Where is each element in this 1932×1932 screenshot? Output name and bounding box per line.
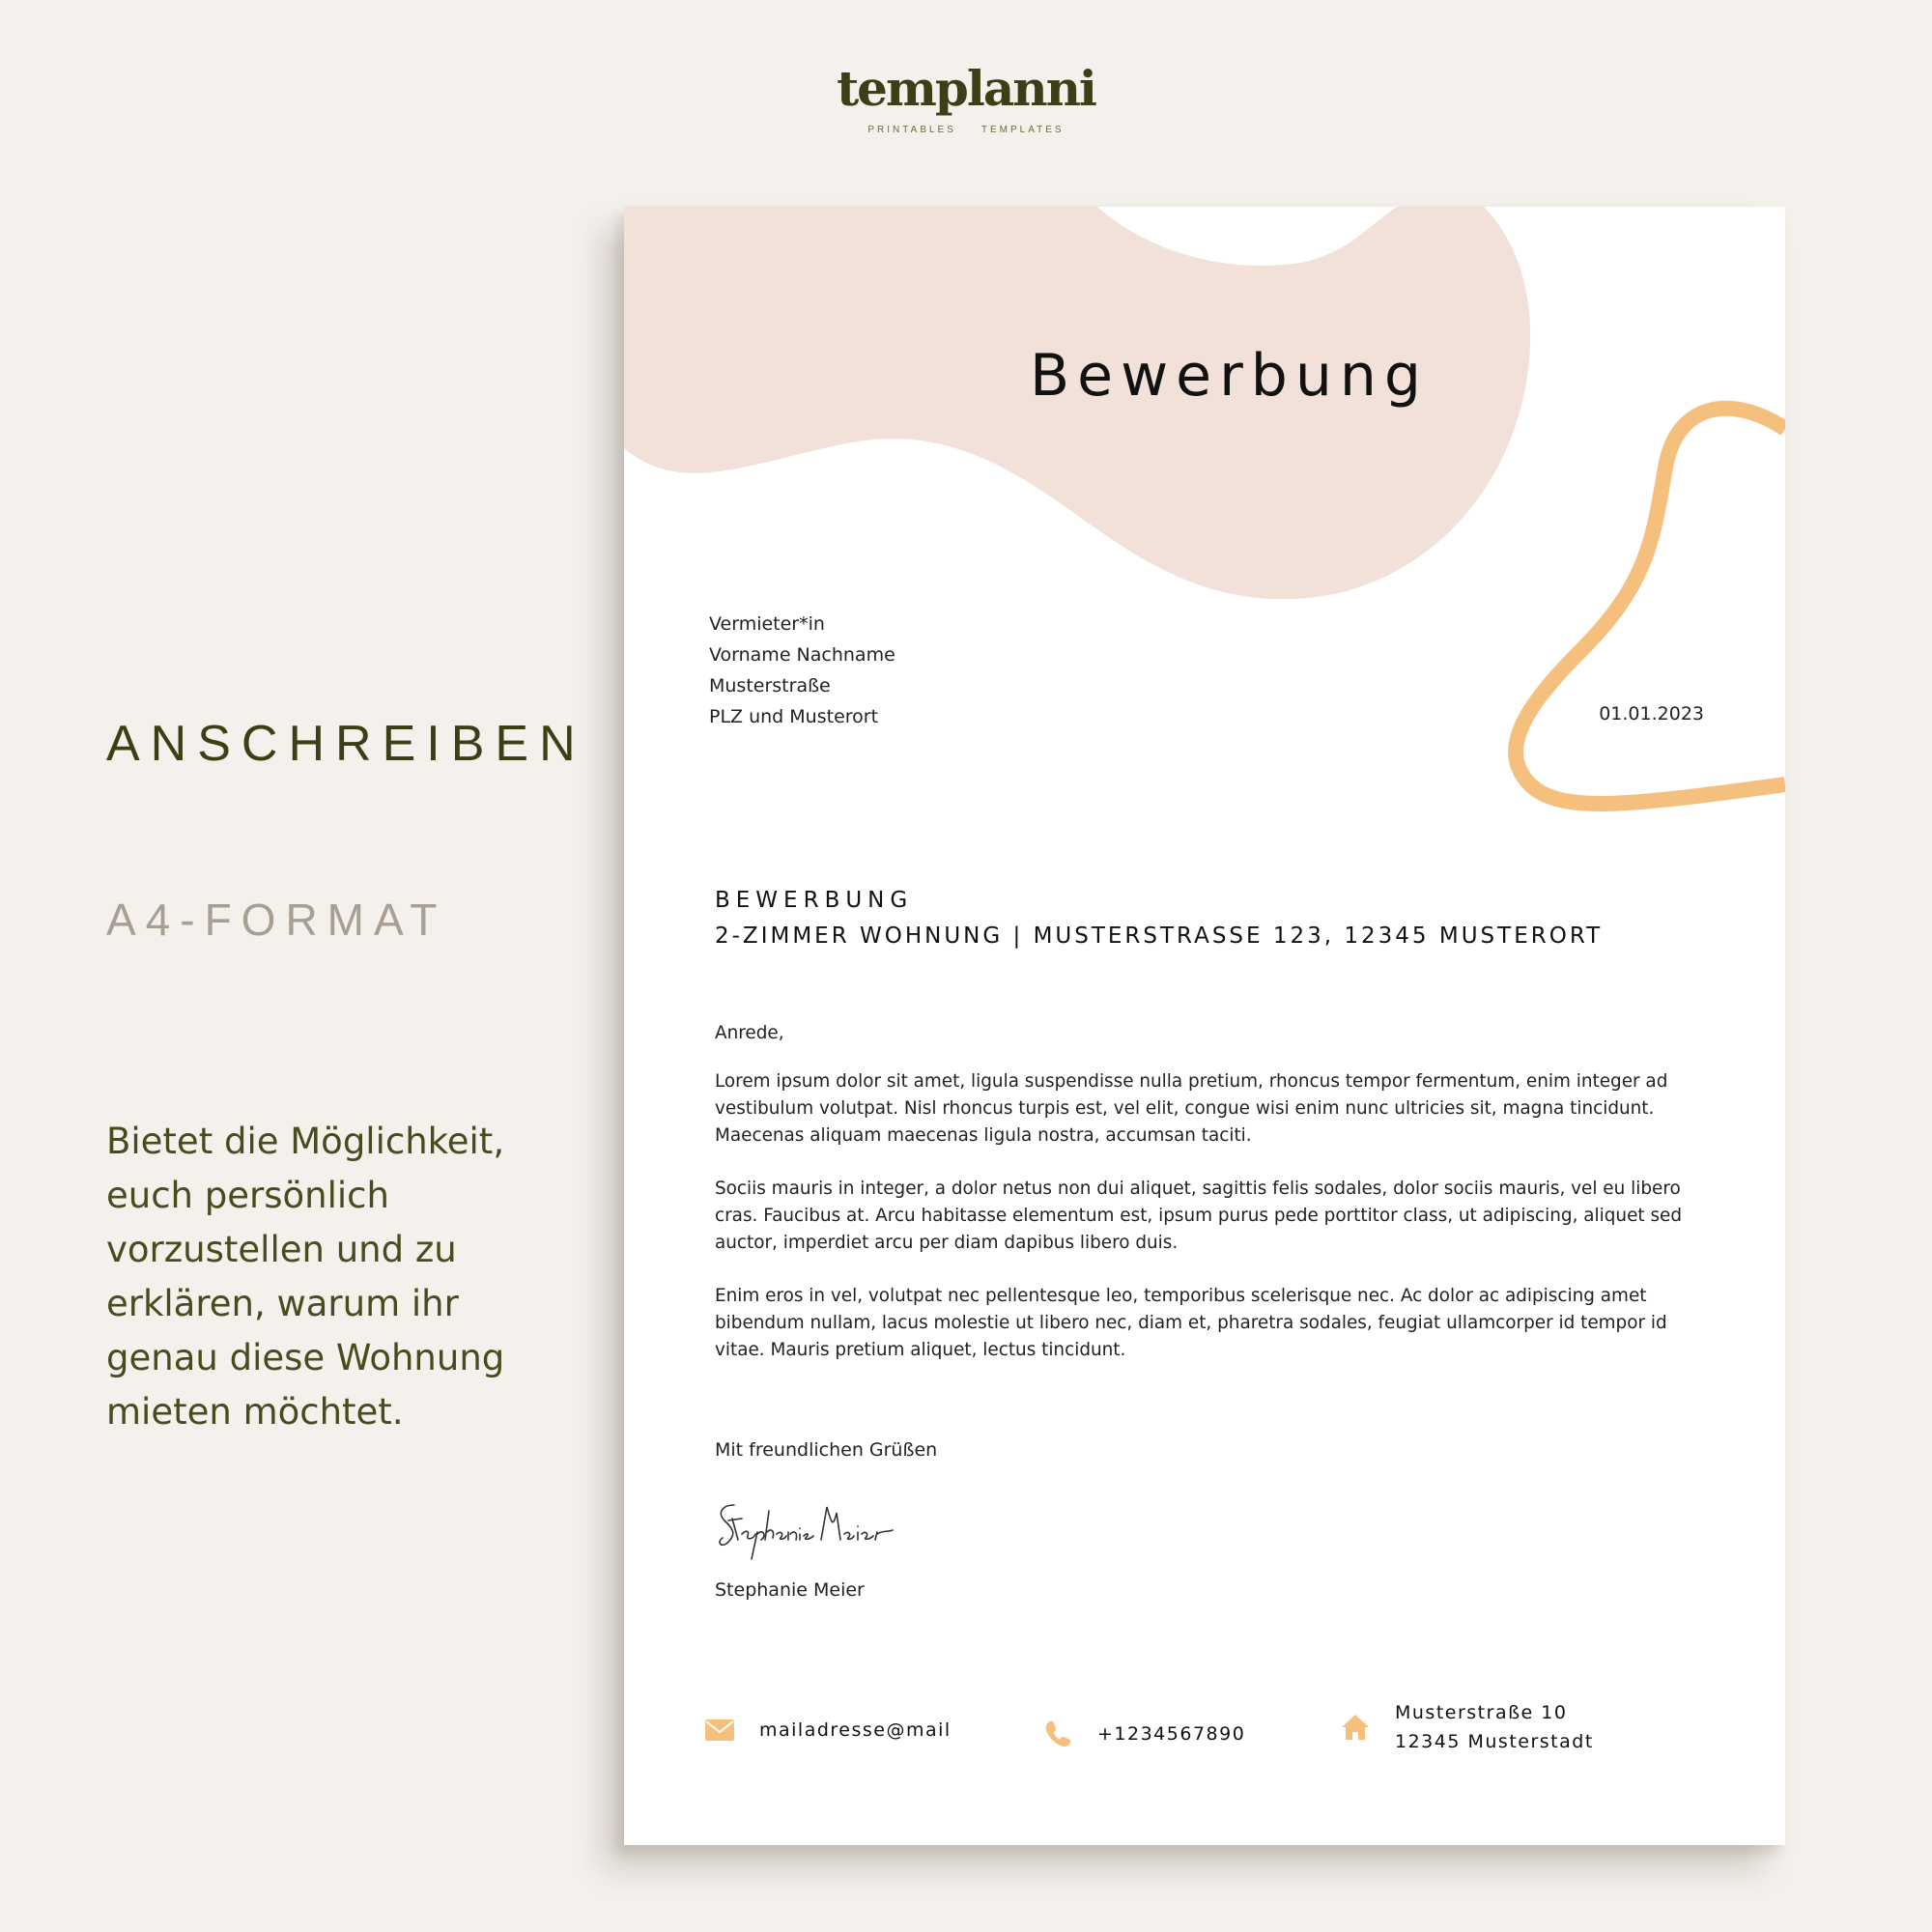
contact-phone: [1043, 1719, 1245, 1748]
salutation: Anrede,: [715, 1023, 784, 1043]
phone-text: +1234567890: [1097, 1723, 1246, 1745]
envelope-icon: [705, 1719, 734, 1741]
letter-date: 01.01.2023: [1599, 703, 1704, 724]
closing-phrase: Mit freundlichen Grüßen: [715, 1439, 938, 1461]
brand-name: templanni: [837, 60, 1095, 117]
subject-line-2: 2-ZIMMER WOHNUNG | MUSTERSTRASSE 123, 12345 MUSTERORT: [715, 923, 1604, 949]
letter-document: [624, 207, 1785, 1845]
section-heading: ANSCHREIBEN: [106, 716, 586, 772]
accent-curve: [1516, 409, 1785, 804]
description-text: Bietet die Möglichkeit, euch persönlich vorzustellen und zu erklären, warum ihr genau diese Wohnung mieten möchtet.: [106, 1121, 505, 1433]
signer-name: Stephanie Meier: [715, 1579, 865, 1601]
recipient-line: Vermieter*in: [709, 613, 825, 635]
brand-tagline: [867, 125, 1064, 135]
address-line: Musterstraße 10: [1395, 1702, 1568, 1723]
format-label: A4-FORMAT: [106, 895, 447, 945]
brand-logo: [0, 60, 1932, 136]
recipient-line: Vorname Nachname: [709, 644, 895, 666]
phone-icon: [1043, 1719, 1072, 1748]
contact-email: [705, 1719, 952, 1741]
brand-tagline-printables: PRINTABLES: [867, 125, 956, 135]
subject-block: [715, 883, 1603, 954]
recipient-line: Musterstraße: [709, 675, 831, 696]
contact-address: [1341, 1698, 1594, 1756]
body-paragraph: Lorem ipsum dolor sit amet, ligula suspendisse nulla pretium, rhoncus tempor fermentum, enim integer ad vestibulum volutpat. Nisl rhoncus turpis est, vel elit, congue wisi enim nunc ultricies sit, magna tincidunt. Maecenas aliquam maecenas ligula nostra, accumsan taciti.: [715, 1071, 1668, 1146]
body-paragraph: Enim eros in vel, volutpat nec pellentesque leo, temporibus scelerisque nec. Ac dolor ac adipiscing amet bibendum nullam, lacus molestie ut libero nec, diam et, pharetra sodales, feugiat ullamcorper id tempor id vitae. Mauris pretium aliquet, lectus tincidunt.: [715, 1286, 1667, 1360]
brand-tagline-templates: TEMPLATES: [980, 125, 1065, 135]
address-line: 12345 Musterstadt: [1395, 1731, 1594, 1752]
body-paragraph: Sociis mauris in integer, a dolor netus non dui aliquet, sagittis felis sodales, dolor sociis mauris, vel eu libero cras. Faucibus at. Arcu habitasse elementum est, ipsum purus pede porttitor class, ut adipiscing, aliquet sed auctor, imperdiet arcu per diam dapibus libero duis.: [715, 1179, 1683, 1253]
address-lines: [1395, 1698, 1594, 1756]
document-title: Bewerbung: [1030, 342, 1429, 410]
email-text: mailadresse@mail: [759, 1719, 952, 1741]
house-icon: [1341, 1713, 1370, 1742]
handwritten-signature: [713, 1492, 916, 1569]
subject-line-1: BEWERBUNG: [715, 888, 914, 913]
letter-body: [715, 1020, 1700, 1390]
recipient-address: [709, 609, 895, 732]
recipient-line: PLZ und Musterort: [709, 706, 879, 727]
